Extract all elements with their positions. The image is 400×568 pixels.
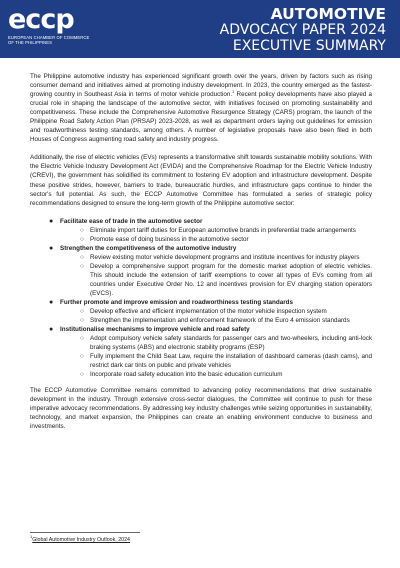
circle-bullet-icon: ○ xyxy=(80,262,84,270)
sub-list xyxy=(60,334,372,379)
circle-bullet-icon: ○ xyxy=(80,335,84,343)
footnote xyxy=(30,534,130,544)
sub-item xyxy=(80,226,372,235)
sub-item xyxy=(80,316,372,325)
sub-item-text: Adopt compulsory vehicle safety standards for passenger cars and two-wheelers, including anti-lock braking systems (ABS) and electronic stability programs (ESP) xyxy=(90,335,372,352)
recommendation-heading: Strengthen the competitiveness of the automotive industry xyxy=(60,244,237,252)
logo-subtext: EUROPEAN CHAMBER OF COMMERCE OF THE PHILIPPINES xyxy=(8,35,90,45)
recommendation-heading: Facilitate ease of trade in the automotive sector xyxy=(60,217,203,225)
sub-item-text: Develop a comprehensive support program for the domestic market adoption of electric vehicles. This should include the extension of tariff exemptions to cover all types of EVs coming from all countries under Executive Order No. 12 and incentives provision for EV charging station operators (EVCS). xyxy=(90,262,372,298)
title-line-2: ADVOCACY PAPER 2024 xyxy=(219,22,386,38)
sub-item xyxy=(80,262,372,298)
sub-item xyxy=(80,352,372,370)
circle-bullet-icon: ○ xyxy=(80,371,84,379)
intro-text: The Philippine automotive industry has experienced significant growth over the years, driven by factors such as rising consumer demand and initiatives aimed at promoting industry development. In 2023, the country emerged as the fastest-growing country in Southeast Asia in terms of motor vehicle production. xyxy=(30,73,372,99)
sub-item-text: Review existing motor vehicle development programs and institute incentives for industry players xyxy=(90,253,360,261)
sub-item-text: Strengthen the implementation and enforcement framework of the Euro 4 emission standards xyxy=(90,317,350,325)
recommendation-heading: Institutionalise mechanisms to improve vehicle and road safety xyxy=(60,326,250,334)
recommendations-list xyxy=(30,217,372,380)
eccp-logo xyxy=(8,6,96,54)
sub-list xyxy=(60,253,372,298)
sub-item xyxy=(80,253,372,262)
sub-item-text: Incorporate road safety education into the basic education curriculum xyxy=(90,371,283,379)
title-line-3: EXECUTIVE SUMMARY xyxy=(232,38,386,54)
footnote-divider xyxy=(30,532,140,533)
circle-bullet-icon: ○ xyxy=(80,226,84,234)
sub-item xyxy=(80,370,372,379)
sub-item xyxy=(80,307,372,316)
logo-wordmark: eccp xyxy=(8,4,74,35)
header-banner xyxy=(0,0,400,58)
bullet-icon: ● xyxy=(49,299,54,307)
sub-item-text: Promote ease of doing business in the automotive sector xyxy=(90,235,249,243)
sub-list xyxy=(60,307,372,325)
closing-paragraph: The ECCP Automotive Committee remains committed to advancing policy recommendations that drive sustainable development in the industry. Through extensive cross-sector dialogues, the Committee will continue to push for these imperative advocacy recommendations. By addressing key industry challenges while seizing opportunities in sustainability, technology, and market expansion, the Philippines can create an enabling environment conducive to business and investments. xyxy=(30,386,372,430)
recommendation-item xyxy=(49,325,372,379)
recommendation-heading: Further promote and improve emission and roadworthiness testing standards xyxy=(60,299,294,307)
sub-item-text: Eliminate import tariff duties for European automotive brands in preferential trade arrangements xyxy=(90,226,356,234)
footnote-number: 1 xyxy=(30,534,33,540)
intro-text-continued: Recent policy developments have also played a crucial role in shaping the landscape of the automotive sector, with initiatives focused on promoting sustainability and competitiveness. These include the Comprehensive Automotive Resurgence Strategy (CARS) program, the launch of the Philippine Road Safety Action Plan (PRSAP) 2023-2028, as well as department orders laying out guidelines for emission and roadworthiness testing standards, among others. A number of legislative proposals have also been filed in both Houses of Congress augmenting road safety and industry progress. xyxy=(30,91,372,144)
recommendation-item xyxy=(49,244,372,298)
circle-bullet-icon: ○ xyxy=(80,317,84,325)
title-line-1: AUTOMOTIVE xyxy=(270,5,386,23)
intro-paragraph xyxy=(30,72,372,144)
footnote-ref[interactable]: 1 xyxy=(232,89,235,94)
recommendation-item xyxy=(49,217,372,244)
bullet-icon: ● xyxy=(49,217,54,225)
sub-item xyxy=(80,334,372,352)
circle-bullet-icon: ○ xyxy=(80,308,84,316)
circle-bullet-icon: ○ xyxy=(80,253,84,261)
sub-item-text: Fully implement the Child Seat Law, require the installation of dashboard cameras (dash cams), and restrict dark car tints on public and private vehicles xyxy=(90,353,372,370)
header-titles xyxy=(220,6,386,54)
ev-paragraph: Additionally, the rise of electric vehicles (EVs) represents a transformative shift towards sustainable mobility solutions. With the Electric Vehicle Industry Development Act (EVIDA) and the Comprehensive Roadmap for the Electric Vehicle Industry (CREVI), the government has solidified its commitment to fostering EV adoption and infrastructure development. Despite these positive strides, however, barriers to trade, bureaucratic hurdles, and infrastructure gaps continue to hinder the sector's full potential. As such, the ECCP Automotive Committee has formulated a series of strategic policy recommendations designed to ensure the long-term growth of the Philippine automotive sector: xyxy=(30,154,372,207)
footnote-link[interactable]: Global Automotive Industry Outlook, 2024 xyxy=(32,537,130,543)
recommendation-item xyxy=(49,298,372,325)
bullet-icon: ● xyxy=(49,326,54,334)
sub-item xyxy=(80,235,372,244)
document-body xyxy=(30,72,372,440)
bullet-icon: ● xyxy=(49,244,54,252)
circle-bullet-icon: ○ xyxy=(80,235,84,243)
sub-item-text: Develop effective and efficient implementation of the motor vehicle inspection system xyxy=(90,308,327,316)
sub-list xyxy=(60,226,372,244)
circle-bullet-icon: ○ xyxy=(80,353,84,361)
